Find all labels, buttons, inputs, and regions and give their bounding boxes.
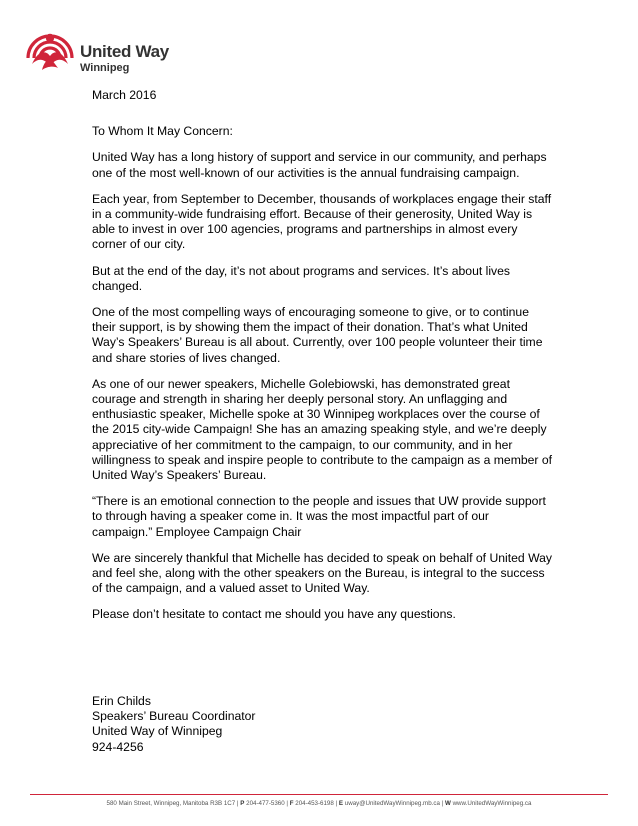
footer-phone: 204-477-5360	[246, 800, 285, 807]
paragraph: United Way has a long history of support and service in our community, and perhaps one of the most well-known of our activities is the annual fundraising campaign.	[92, 150, 547, 180]
paragraph: Each year, from September to December, thousands of workplaces engage their staff in a community-wide fundraising effort. Because of their generosity, United Way is able to invest in over 100 agencies, programs and partnerships in almost every corner of our city.	[92, 191, 552, 252]
paragraph: As one of our newer speakers, Michelle Golebiowski, has demonstrated great courage and strength in sharing her deeply personal story. An unflagging and enthusiastic speaker, Michelle spoke at 30 Winnipeg workplaces over the course of the 2015 city-wide Campaign! She has an amazing speaking style, and we’re deeply appreciative of her commitment to the campaign, to our community, and in her willingness to speak and inspire people to contribute to the campaign as a member of United Way’s Speakers’ Bureau.	[92, 376, 553, 483]
signer-name: Erin Childs	[92, 694, 151, 708]
org-name: United Way	[80, 42, 169, 61]
signature-block	[92, 694, 256, 755]
footer-web-label: W	[444, 800, 451, 807]
signer-phone: 924-4256	[92, 739, 144, 754]
footer-separator: |	[236, 800, 239, 807]
paragraph: We are sincerely thankful that Michelle has decided to speak on behalf of United Way and feel she, along with the other speakers on the Bureau, is integral to the success of the campaign, and a valued asset to United Way.	[92, 550, 552, 596]
footer-email-link[interactable]: uway@UnitedWayWinnipeg.mb.ca	[344, 800, 440, 807]
paragraph: One of the most compelling ways of encouraging someone to give, or to continue their support, is by showing them the impact of their donation. That’s what United Way’s Speakers’ Bureau is all about. Currently, over 100 people volunteer their time and share stories of lives changed.	[92, 305, 543, 365]
footer-contact	[0, 800, 638, 807]
footer-fax-label: F	[289, 800, 294, 807]
footer-divider	[30, 794, 608, 795]
paragraph: But at the end of the day, it’s not about programs and services. It’s about lives changed.	[92, 263, 511, 293]
footer-fax: 204-453-6198	[295, 800, 334, 807]
org-city: Winnipeg	[80, 62, 130, 74]
footer-address: 580 Main Street, Winnipeg, Manitoba R3B 1C7	[106, 800, 236, 807]
footer-email-label: E	[338, 800, 344, 807]
united-way-hand-icon	[22, 24, 78, 74]
signer-organization: United Way of Winnipeg	[92, 724, 223, 739]
footer-web-link[interactable]: www.UnitedWayWinnipeg.ca	[452, 800, 532, 807]
united-way-logo	[22, 24, 172, 80]
signer-title: Speakers’ Bureau Coordinator	[92, 709, 256, 724]
closing-paragraph: Please don’t hesitate to contact me should you have any questions.	[92, 607, 456, 622]
footer-separator: |	[286, 800, 289, 807]
quote-paragraph: “There is an emotional connection to the people and issues that UW provide support to through having a speaker come in. It was the most impactful part of our campaign.” Employee Campaign Chair	[92, 494, 546, 539]
letter-body	[92, 88, 552, 634]
footer-phone-label: P	[240, 800, 245, 807]
footer-separator: |	[441, 800, 444, 807]
letter-date: March 2016	[92, 88, 157, 102]
footer-separator: |	[335, 800, 338, 807]
salutation: To Whom It May Concern:	[92, 124, 233, 139]
